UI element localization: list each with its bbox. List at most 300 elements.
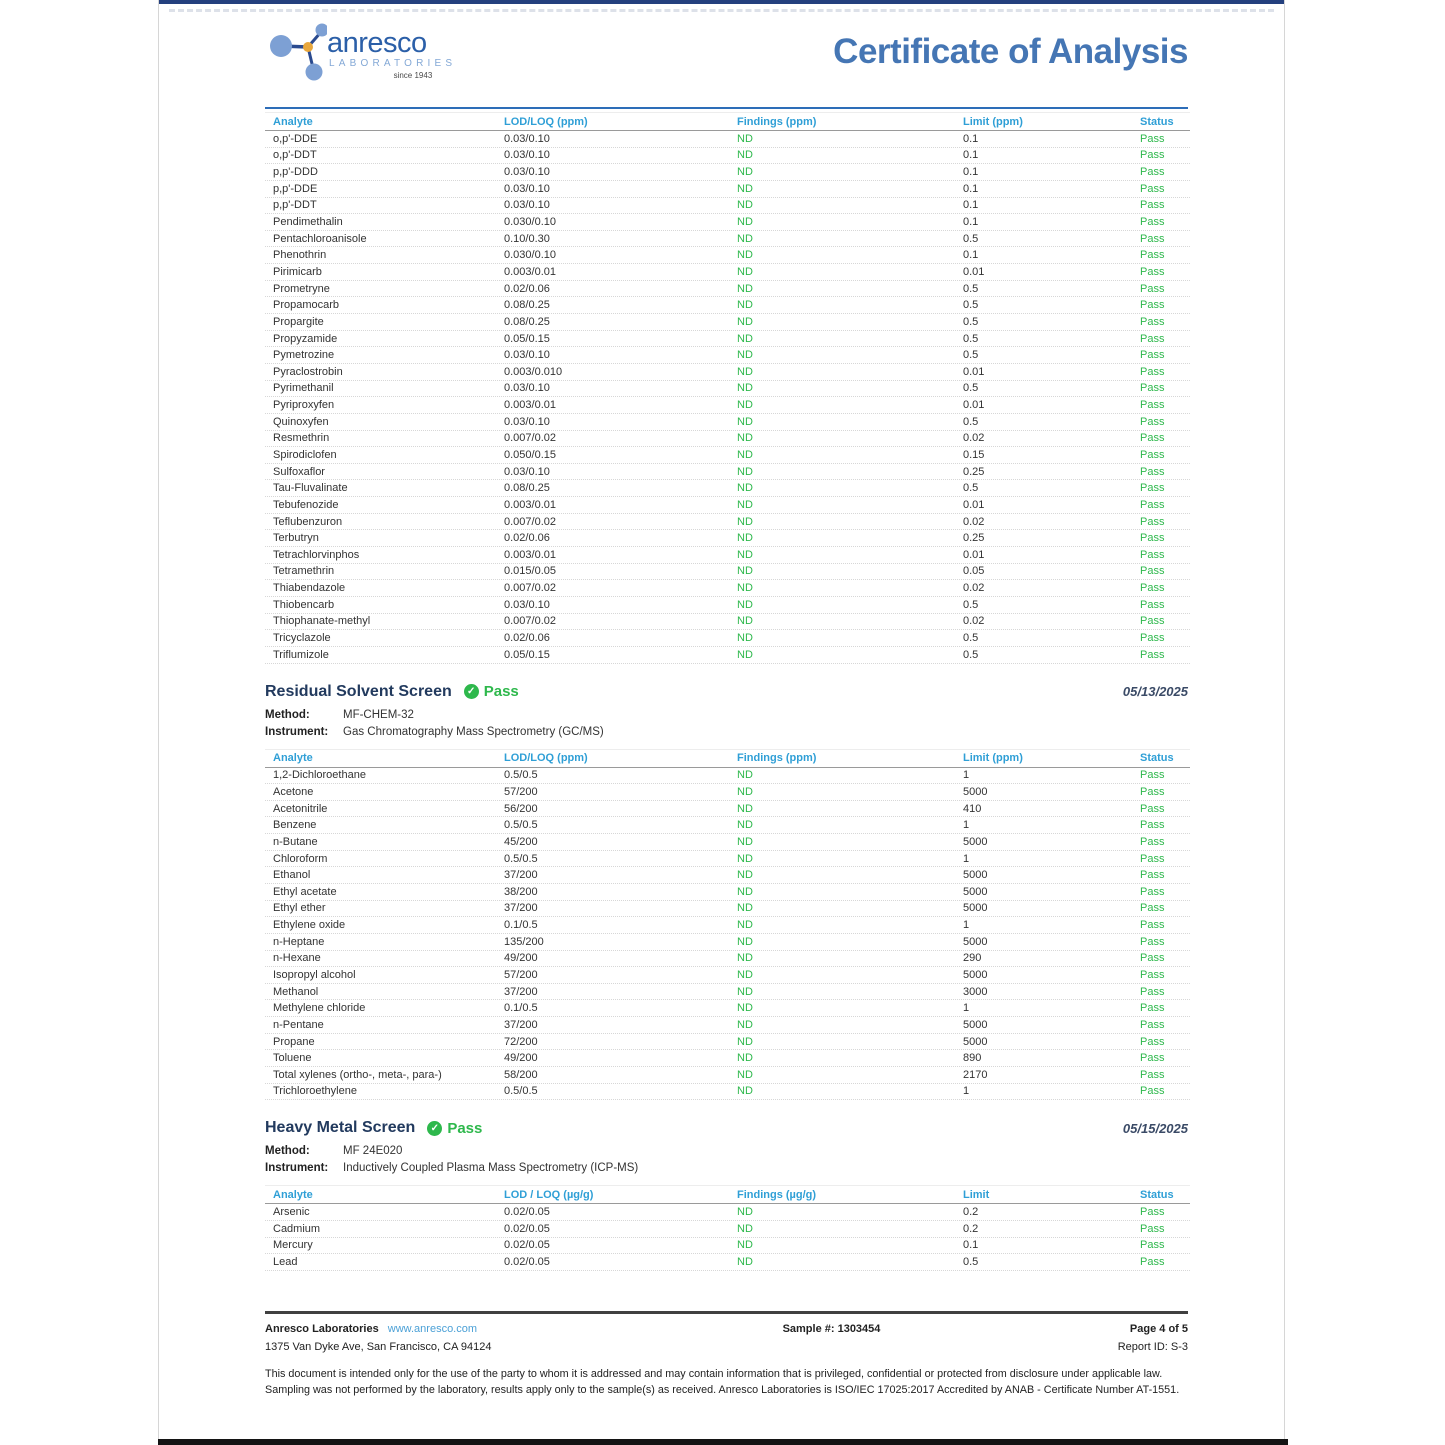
status-cell: Pass — [1140, 282, 1165, 295]
analyte-cell: Tau-Fluvalinate — [273, 482, 348, 495]
status-cell: Pass — [1140, 835, 1165, 848]
lod-loq-cell: 37/200 — [504, 985, 538, 998]
limit-cell: 0.1 — [963, 149, 979, 162]
limit-cell: 5000 — [963, 902, 988, 915]
analyte-cell: Lead — [273, 1256, 298, 1269]
table-row — [265, 1254, 1190, 1271]
footer-left — [265, 1323, 645, 1353]
findings-cell: ND — [737, 216, 753, 229]
analyte-cell: Total xylenes (ortho-, meta-, para-) — [273, 1068, 442, 1081]
status-cell: Pass — [1140, 515, 1165, 528]
lod-loq-cell: 0.007/0.02 — [504, 582, 556, 595]
status-cell: Pass — [1140, 1052, 1165, 1065]
findings-cell: ND — [737, 166, 753, 179]
status-cell: Pass — [1140, 885, 1165, 898]
lod-loq-cell: 0.05/0.15 — [504, 648, 550, 661]
status-cell: Pass — [1140, 166, 1165, 179]
status-cell: Pass — [1140, 952, 1165, 965]
analyte-cell: Toluene — [273, 1052, 312, 1065]
instrument-label: Instrument: — [265, 725, 329, 738]
table-row — [265, 967, 1190, 984]
method-label: Method: — [265, 708, 310, 721]
findings-cell: ND — [737, 598, 753, 611]
analyte-cell: Cadmium — [273, 1222, 321, 1235]
analyte-cell: Teflubenzuron — [273, 515, 343, 528]
table-row — [265, 1204, 1190, 1221]
table-row — [265, 131, 1190, 148]
table-row — [265, 597, 1190, 614]
limit-cell: 0.02 — [963, 515, 985, 528]
footer-divider — [265, 1311, 1188, 1314]
lod-loq-cell: 49/200 — [504, 952, 538, 965]
status-cell: Pass — [1140, 565, 1165, 578]
status-cell: Pass — [1140, 819, 1165, 832]
limit-cell: 1 — [963, 1002, 970, 1015]
molecule-logo-icon — [265, 16, 327, 94]
status-cell: Pass — [1140, 399, 1165, 412]
limit-cell: 0.01 — [963, 498, 985, 511]
findings-cell: ND — [737, 332, 753, 345]
limit-cell: 0.5 — [963, 332, 979, 345]
analyte-cell: Pendimethalin — [273, 216, 343, 229]
section-status-badge: Pass — [483, 683, 519, 700]
status-cell: Pass — [1140, 769, 1165, 782]
table-row — [265, 901, 1190, 918]
limit-cell: 0.5 — [963, 299, 979, 312]
lod-loq-cell: 45/200 — [504, 835, 538, 848]
status-cell: Pass — [1140, 415, 1165, 428]
analyte-cell: Thiophanate-methyl — [273, 615, 371, 628]
table-row — [265, 297, 1190, 314]
status-cell: Pass — [1140, 902, 1165, 915]
limit-cell: 0.15 — [963, 448, 985, 461]
findings-cell: ND — [737, 532, 753, 545]
lod-loq-cell: 0.02/0.05 — [504, 1222, 550, 1235]
findings-cell: ND — [737, 1018, 753, 1031]
findings-cell: ND — [737, 282, 753, 295]
lod-loq-cell: 37/200 — [504, 869, 538, 882]
pesticide-results-table — [265, 112, 1190, 664]
lod-loq-cell: 0.003/0.01 — [504, 399, 556, 412]
analyte-cell: Triflumizole — [273, 648, 329, 661]
lod-loq-cell: 0.03/0.10 — [504, 199, 550, 212]
method-label: Method: — [265, 1145, 310, 1158]
limit-cell: 0.1 — [963, 166, 979, 179]
table-row — [265, 630, 1190, 647]
heavy-metal-table — [265, 1185, 1190, 1271]
analyte-cell: Resmethrin — [273, 432, 330, 445]
window-bottom-bar — [158, 1439, 1288, 1445]
limit-cell: 5000 — [963, 835, 988, 848]
lod-loq-cell: 135/200 — [504, 935, 544, 948]
lod-loq-cell: 0.08/0.25 — [504, 315, 550, 328]
lod-loq-cell: 0.03/0.10 — [504, 382, 550, 395]
status-cell: Pass — [1140, 935, 1165, 948]
instrument-value: Gas Chromatography Mass Spectrometry (GC/MS) — [343, 725, 604, 738]
analyte-cell: Arsenic — [273, 1206, 310, 1219]
table-row — [265, 447, 1190, 464]
analyte-cell: Thiabendazole — [273, 582, 346, 595]
analyte-cell: Phenothrin — [273, 249, 327, 262]
lod-loq-cell: 0.007/0.02 — [504, 515, 556, 528]
lod-loq-cell: 49/200 — [504, 1052, 538, 1065]
table-body — [265, 1204, 1190, 1271]
page-title: Certificate of Analysis — [833, 32, 1188, 71]
lod-loq-cell: 0.5/0.5 — [504, 819, 538, 832]
lod-loq-cell: 0.003/0.010 — [504, 365, 563, 378]
analyte-cell: Methanol — [273, 985, 319, 998]
instrument-label: Instrument: — [265, 1162, 329, 1175]
analyte-cell: o,p'-DDT — [273, 149, 317, 162]
status-cell: Pass — [1140, 149, 1165, 162]
findings-cell: ND — [737, 885, 753, 898]
analyte-cell: Ethyl acetate — [273, 885, 337, 898]
status-cell: Pass — [1140, 448, 1165, 461]
limit-cell: 0.05 — [963, 565, 985, 578]
limit-cell: 3000 — [963, 985, 988, 998]
findings-cell: ND — [737, 769, 753, 782]
limit-cell: 0.5 — [963, 482, 979, 495]
table-row — [265, 247, 1190, 264]
method-row — [265, 1145, 1188, 1157]
table-header-row — [265, 749, 1190, 768]
heavy-metal-section-header — [265, 1119, 1188, 1137]
table-row — [265, 1221, 1190, 1238]
status-cell: Pass — [1140, 1239, 1165, 1252]
column-header: Analyte — [273, 115, 313, 128]
table-row — [265, 1067, 1190, 1084]
limit-cell: 0.5 — [963, 632, 979, 645]
table-row — [265, 614, 1190, 631]
findings-cell: ND — [737, 515, 753, 528]
findings-cell: ND — [737, 132, 753, 145]
lod-loq-cell: 56/200 — [504, 802, 538, 815]
lod-loq-cell: 0.02/0.06 — [504, 282, 550, 295]
section-status-badge: Pass — [447, 1119, 483, 1137]
table-row — [265, 1084, 1190, 1101]
column-header: LOD / LOQ (µg/g) — [504, 1188, 594, 1201]
limit-cell: 5000 — [963, 785, 988, 798]
status-cell: Pass — [1140, 232, 1165, 245]
analyte-cell: Ethanol — [273, 869, 311, 882]
findings-cell: ND — [737, 785, 753, 798]
analyte-cell: Pirimicarb — [273, 265, 322, 278]
findings-cell: ND — [737, 852, 753, 865]
status-cell: Pass — [1140, 1035, 1165, 1048]
status-cell: Pass — [1140, 216, 1165, 229]
analyte-cell: Spirodiclofen — [273, 448, 337, 461]
table-row — [265, 801, 1190, 818]
analyte-cell: o,p'-DDE — [273, 132, 318, 145]
limit-cell: 0.25 — [963, 532, 985, 545]
limit-cell: 0.01 — [963, 399, 985, 412]
status-cell: Pass — [1140, 1002, 1165, 1015]
previous-page-dotted-line — [169, 9, 1274, 12]
status-cell: Pass — [1140, 1206, 1165, 1219]
lod-loq-cell: 0.1/0.5 — [504, 1002, 538, 1015]
analyte-cell: Isopropyl alcohol — [273, 969, 356, 981]
lod-loq-cell: 0.03/0.10 — [504, 149, 550, 162]
findings-cell: ND — [737, 448, 753, 461]
lod-loq-cell: 0.03/0.10 — [504, 598, 550, 611]
findings-cell: ND — [737, 902, 753, 915]
findings-cell: ND — [737, 199, 753, 212]
lod-loq-cell: 0.050/0.15 — [504, 448, 556, 461]
findings-cell: ND — [737, 985, 753, 998]
column-header: Status — [1140, 752, 1174, 764]
lod-loq-cell: 0.03/0.10 — [504, 182, 550, 195]
findings-cell: ND — [737, 432, 753, 445]
analyte-cell: p,p'-DDT — [273, 199, 317, 212]
lod-loq-cell: 37/200 — [504, 1018, 538, 1031]
instrument-value: Inductively Coupled Plasma Mass Spectrometry (ICP-MS) — [343, 1162, 639, 1175]
limit-cell: 0.1 — [963, 249, 979, 262]
findings-cell: ND — [737, 952, 753, 965]
analyte-cell: Pentachloroanisole — [273, 232, 367, 245]
findings-cell: ND — [737, 1256, 753, 1269]
lod-loq-cell: 0.05/0.15 — [504, 332, 550, 345]
analyte-cell: p,p'-DDE — [273, 182, 318, 195]
table-row — [265, 364, 1190, 381]
limit-cell: 410 — [963, 802, 982, 815]
lod-loq-cell: 72/200 — [504, 1035, 538, 1048]
limit-cell: 0.5 — [963, 315, 979, 328]
lod-loq-cell: 0.003/0.01 — [504, 548, 556, 561]
limit-cell: 0.02 — [963, 432, 985, 445]
status-cell: Pass — [1140, 332, 1165, 345]
limit-cell: 1 — [963, 769, 970, 782]
table-row — [265, 1000, 1190, 1017]
lod-loq-cell: 0.007/0.02 — [504, 615, 556, 628]
report-id: Report ID: S-3 — [1117, 1340, 1188, 1353]
status-cell: Pass — [1140, 785, 1165, 798]
header-divider — [265, 107, 1188, 109]
status-cell: Pass — [1140, 852, 1165, 865]
lod-loq-cell: 0.03/0.10 — [504, 166, 550, 179]
table-row — [265, 497, 1190, 514]
findings-cell: ND — [737, 265, 753, 278]
findings-cell: ND — [737, 349, 753, 362]
lod-loq-cell: 37/200 — [504, 902, 538, 915]
analyte-cell: Acetonitrile — [273, 802, 328, 815]
table-row — [265, 231, 1190, 248]
findings-cell: ND — [737, 1035, 753, 1048]
table-row — [265, 514, 1190, 531]
limit-cell: 0.5 — [963, 349, 979, 362]
analyte-cell: 1,2-Dichloroethane — [273, 769, 366, 782]
lod-loq-cell: 0.03/0.10 — [504, 415, 550, 428]
lod-loq-cell: 0.02/0.06 — [504, 532, 550, 545]
logo-text-block — [327, 16, 456, 98]
column-header: Status — [1140, 1188, 1174, 1201]
limit-cell: 5000 — [963, 869, 988, 882]
analyte-cell: Acetone — [273, 785, 314, 798]
column-header: Analyte — [273, 752, 313, 764]
table-row — [265, 851, 1190, 868]
table-row — [265, 547, 1190, 564]
findings-cell: ND — [737, 1206, 753, 1219]
status-cell: Pass — [1140, 299, 1165, 312]
analyte-cell: Terbutryn — [273, 532, 319, 545]
table-row — [265, 314, 1190, 331]
findings-cell: ND — [737, 382, 753, 395]
lod-loq-cell: 0.02/0.06 — [504, 632, 550, 645]
column-header: LOD/LOQ (ppm) — [504, 115, 588, 128]
analyte-cell: Pyrimethanil — [273, 382, 334, 395]
footer — [265, 1323, 1188, 1353]
limit-cell: 0.02 — [963, 582, 985, 595]
findings-cell: ND — [737, 232, 753, 245]
lod-loq-cell: 0.030/0.10 — [504, 249, 556, 262]
analyte-cell: Benzene — [273, 819, 317, 832]
analyte-cell: Tetrachlorvinphos — [273, 548, 360, 561]
lod-loq-cell: 0.02/0.05 — [504, 1206, 550, 1219]
lod-loq-cell: 0.03/0.10 — [504, 132, 550, 145]
page-top-divider — [159, 0, 1284, 4]
analyte-cell: Prometryne — [273, 282, 330, 295]
limit-cell: 1 — [963, 1085, 970, 1098]
table-row — [265, 281, 1190, 298]
table-row — [265, 917, 1190, 934]
findings-cell: ND — [737, 615, 753, 628]
table-row — [265, 1017, 1190, 1034]
table-row — [265, 768, 1190, 785]
status-cell: Pass — [1140, 985, 1165, 998]
column-header: Findings (µg/g) — [737, 1188, 817, 1201]
status-cell: Pass — [1140, 532, 1165, 545]
table-row — [265, 1034, 1190, 1051]
findings-cell: ND — [737, 869, 753, 882]
column-header: Analyte — [273, 1188, 313, 1201]
findings-cell: ND — [737, 182, 753, 195]
status-cell: Pass — [1140, 349, 1165, 362]
table-row — [265, 414, 1190, 431]
document-header — [265, 16, 1188, 98]
table-row — [265, 181, 1190, 198]
limit-cell: 0.5 — [963, 282, 979, 295]
column-header: Status — [1140, 115, 1174, 128]
analyte-cell: Ethyl ether — [273, 902, 326, 915]
analyte-cell: Quinoxyfen — [273, 415, 329, 428]
table-row — [265, 331, 1190, 348]
sample-number: Sample #: 1303454 — [782, 1322, 881, 1335]
document-page — [158, 0, 1285, 1441]
findings-cell: ND — [737, 1085, 753, 1098]
status-cell: Pass — [1140, 498, 1165, 511]
status-cell: Pass — [1140, 1085, 1165, 1098]
table-row — [265, 397, 1190, 414]
limit-cell: 1 — [963, 919, 970, 932]
analyte-cell: n-Butane — [273, 835, 318, 848]
analyte-cell: Propamocarb — [273, 299, 340, 312]
lod-loq-cell: 0.1/0.5 — [504, 919, 538, 932]
disclaimer-text: This document is intended only for the use of the party to whom it is addressed and may contain information that is privileged, confidential or protected from disclosure under applicable law. Sampling was not performed by the laboratory, results apply only to the sample(s) as received. Anresco Laboratories is ISO/IEC 17025:2017 Accredited by ANAB - Certificate Number AT-1551. — [265, 1367, 1180, 1396]
findings-cell: ND — [737, 399, 753, 412]
pass-check-icon: ✓ — [464, 684, 479, 699]
findings-cell: ND — [737, 565, 753, 578]
findings-cell: ND — [737, 969, 753, 981]
table-row — [265, 647, 1190, 664]
findings-cell: ND — [737, 498, 753, 511]
limit-cell: 0.5 — [963, 1256, 979, 1269]
table-row — [265, 867, 1190, 884]
status-cell: Pass — [1140, 598, 1165, 611]
findings-cell: ND — [737, 299, 753, 312]
limit-cell: 2170 — [963, 1068, 988, 1081]
lod-loq-cell: 0.03/0.10 — [504, 349, 550, 362]
lod-loq-cell: 0.015/0.05 — [504, 565, 556, 578]
residual-solvent-table — [265, 749, 1190, 1101]
limit-cell: 0.5 — [963, 598, 979, 611]
lod-loq-cell: 0.003/0.01 — [504, 498, 556, 511]
analyte-cell: Trichloroethylene — [273, 1085, 357, 1098]
limit-cell: 0.01 — [963, 265, 985, 278]
analyte-cell: Tebufenozide — [273, 498, 339, 511]
limit-cell: 0.02 — [963, 615, 985, 628]
website-link[interactable]: www.anresco.com — [387, 1322, 478, 1335]
limit-cell: 0.01 — [963, 365, 985, 378]
limit-cell: 5000 — [963, 1035, 988, 1048]
status-cell: Pass — [1140, 548, 1165, 561]
status-cell: Pass — [1140, 315, 1165, 328]
table-row — [265, 381, 1190, 398]
limit-cell: 890 — [963, 1052, 982, 1065]
analyte-cell: Ethylene oxide — [273, 919, 346, 932]
lod-loq-cell: 0.5/0.5 — [504, 852, 538, 865]
findings-cell: ND — [737, 582, 753, 595]
analyte-cell: Propargite — [273, 315, 324, 328]
column-header: Findings (ppm) — [737, 752, 817, 764]
table-row — [265, 564, 1190, 581]
limit-cell: 5000 — [963, 935, 988, 948]
pass-check-icon: ✓ — [427, 1121, 442, 1136]
lod-loq-cell: 0.03/0.10 — [504, 465, 550, 478]
findings-cell: ND — [737, 835, 753, 848]
status-cell: Pass — [1140, 869, 1165, 882]
table-row — [265, 464, 1190, 481]
analyte-cell: Propyzamide — [273, 332, 338, 345]
lod-loq-cell: 0.5/0.5 — [504, 769, 538, 782]
lod-loq-cell: 0.030/0.10 — [504, 216, 556, 229]
lod-loq-cell: 38/200 — [504, 885, 538, 898]
lod-loq-cell: 58/200 — [504, 1068, 538, 1081]
table-row — [265, 951, 1190, 968]
limit-cell: 1 — [963, 819, 970, 832]
column-header: Limit — [963, 1188, 990, 1201]
limit-cell: 5000 — [963, 1018, 988, 1031]
limit-cell: 0.5 — [963, 232, 979, 245]
column-header: Limit (ppm) — [963, 752, 1023, 764]
lod-loq-cell: 0.007/0.02 — [504, 432, 556, 445]
status-cell: Pass — [1140, 382, 1165, 395]
table-row — [265, 784, 1190, 801]
status-cell: Pass — [1140, 969, 1165, 981]
table-row — [265, 580, 1190, 597]
findings-cell: ND — [737, 465, 753, 478]
analyte-cell: Propane — [273, 1035, 315, 1048]
limit-cell: 0.1 — [963, 1239, 979, 1252]
findings-cell: ND — [737, 935, 753, 948]
section-title: Heavy Metal Screen — [265, 1119, 416, 1137]
analyte-cell: p,p'-DDD — [273, 166, 318, 179]
lod-loq-cell: 0.02/0.05 — [504, 1256, 550, 1269]
table-row — [265, 884, 1190, 901]
limit-cell: 290 — [963, 952, 982, 965]
status-cell: Pass — [1140, 182, 1165, 195]
status-cell: Pass — [1140, 1222, 1165, 1235]
lod-loq-cell: 0.10/0.30 — [504, 232, 550, 245]
analyte-cell: Sulfoxaflor — [273, 465, 325, 478]
